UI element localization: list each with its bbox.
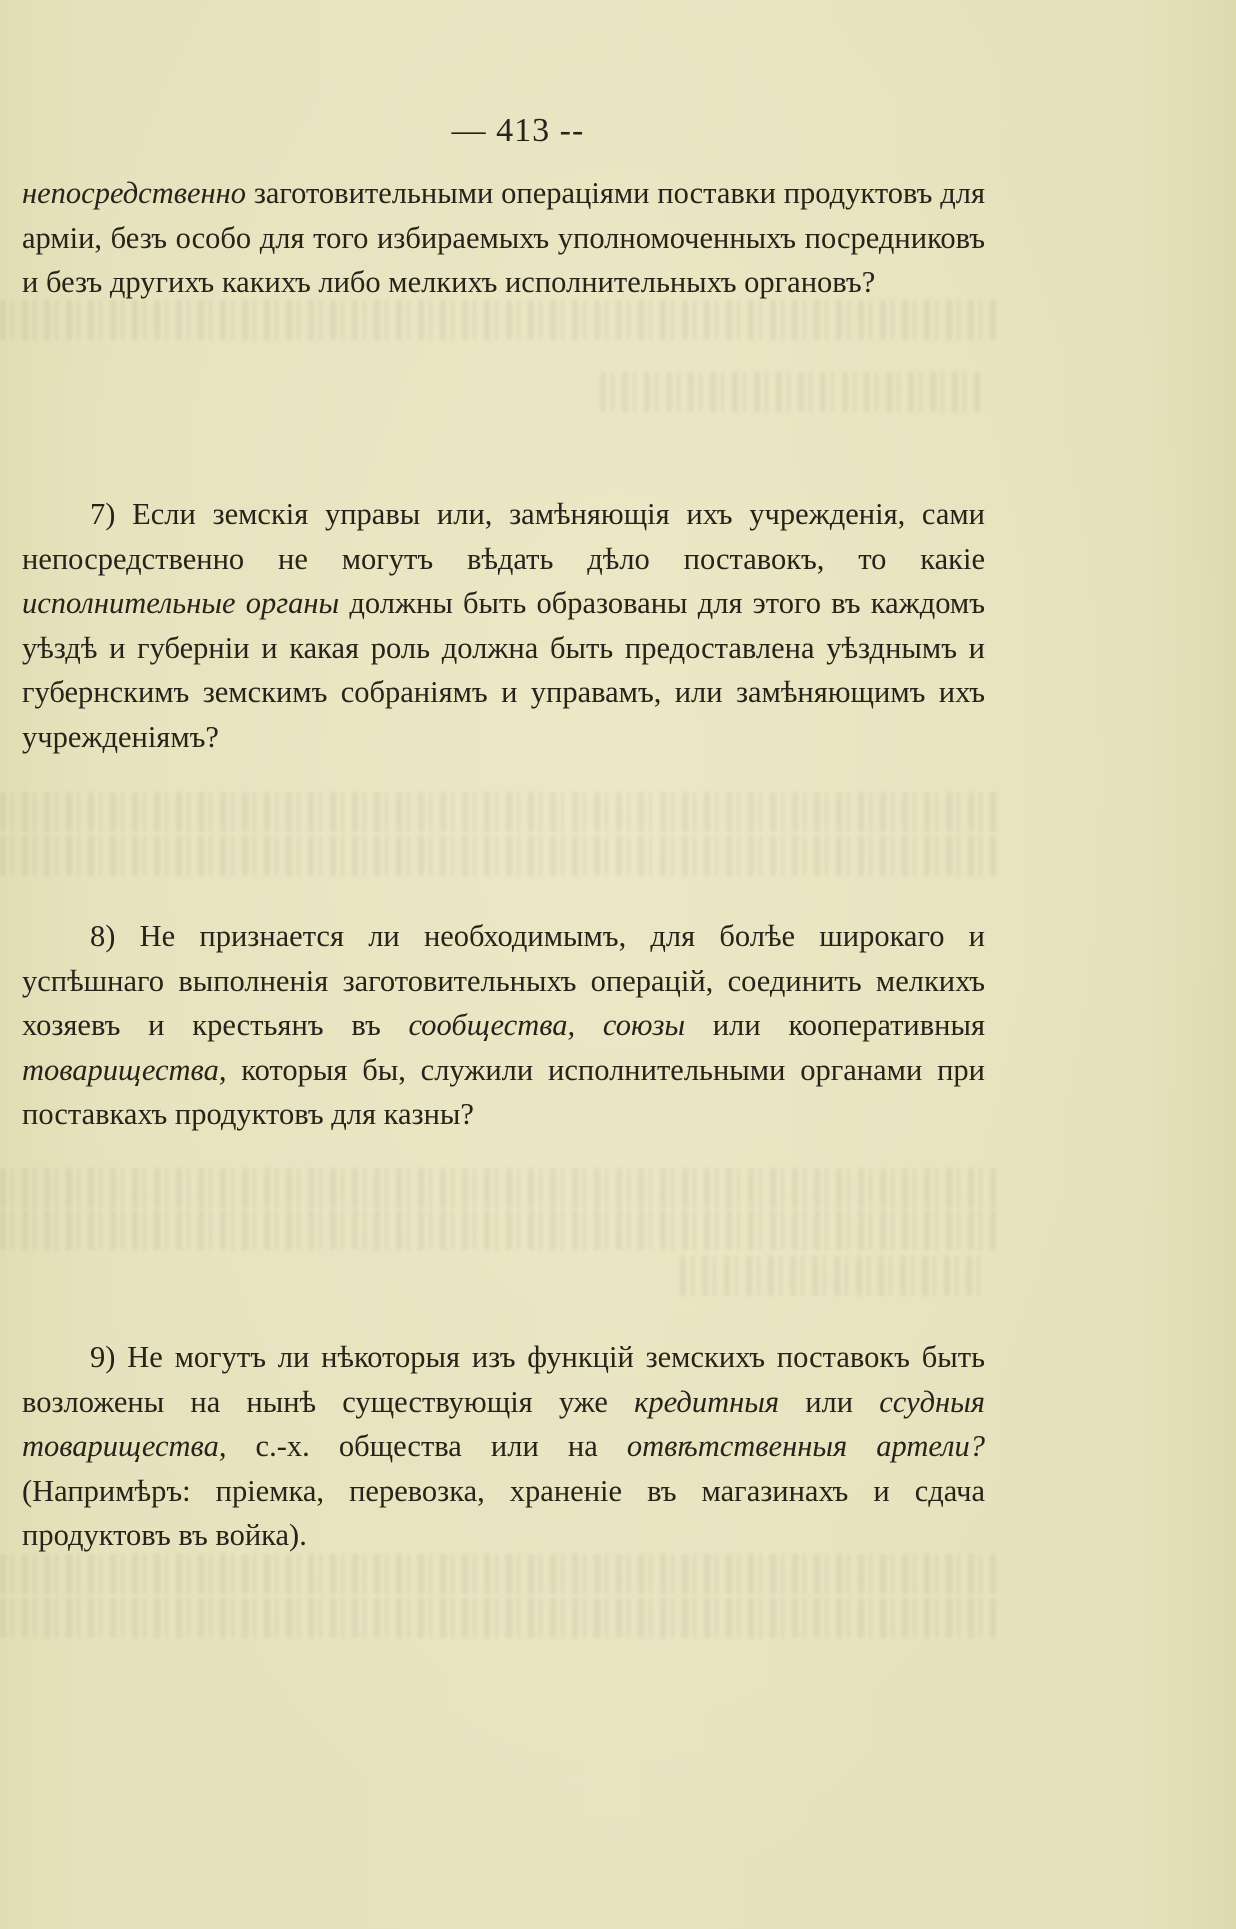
paragraph-question-8 [22, 914, 985, 1137]
text-segment: непосредственно [22, 176, 247, 210]
bleed-through-texture [0, 300, 1000, 340]
text-segment: 7) Если земскія управы или, замѣняющія ихъ учрежденія, сами непосредственно не могутъ вѣдать дѣло поставокъ, то какіе [22, 497, 985, 576]
bleed-through-texture [0, 1554, 1000, 1594]
text-segment: кредитныя [634, 1384, 780, 1419]
paragraph-question-9 [22, 1335, 985, 1558]
paragraph-question-7 [22, 492, 985, 759]
text-segment: должны быть образованы для этого въ каждомъ уѣздѣ и губерніи и какая роль должна быть предоставлена уѣзднымъ и губернскимъ земскимъ собраніямъ и управамъ, или замѣняющимъ ихъ учрежденіямъ? [22, 586, 985, 754]
text-segment: заготовительными операціями поставки продуктовъ для арміи, безъ особо для того избираемыхъ уполномоченныхъ посредниковъ и безъ другихъ какихъ либо мелкихъ исполнительныхъ органовъ? [22, 176, 985, 299]
text-segment: (Напримѣръ: пріемка, перевозка, храненіе въ магазинахъ и сдача продуктовъ въ войка). [22, 1473, 985, 1552]
bleed-through-texture [0, 1210, 1000, 1250]
text-segment: 9) Не могутъ ли нѣкоторыя изъ функцій земскихъ поставокъ быть возложены на нынѣ существующія уже [22, 1340, 985, 1419]
text-segment: или кооперативныя [685, 1008, 985, 1042]
text-segment: сообщества, союзы [408, 1008, 686, 1042]
bleed-through-texture [0, 792, 1000, 832]
text-segment: или [779, 1384, 880, 1419]
paragraph-continuation [22, 171, 985, 305]
bleed-through-texture [0, 1598, 1000, 1638]
text-segment: 8) Не признается ли необходимымъ, для болѣе широкаго и успѣшнаго выполненія заготовительныхъ операцій, соединить мелкихъ хозяевъ и крестьянъ въ [22, 919, 985, 1042]
bleed-through-texture [680, 1256, 980, 1296]
bleed-through-texture [600, 372, 980, 412]
text-segment: с.-х. общества или на [226, 1429, 627, 1463]
bleed-through-texture [0, 836, 1000, 876]
text-segment: которыя бы, служили исполнительными органами при поставкахъ продуктовъ для казны? [22, 1052, 985, 1131]
text-segment: исполнительные органы [22, 586, 340, 620]
text-segment: товарищества, [22, 1052, 227, 1087]
page-number: — 413 -- [451, 112, 585, 149]
text-segment: отвѣтственныя артели? [626, 1429, 985, 1463]
text-segment: ссудныя товарищества, [22, 1384, 985, 1463]
bleed-through-texture [0, 1168, 1000, 1208]
